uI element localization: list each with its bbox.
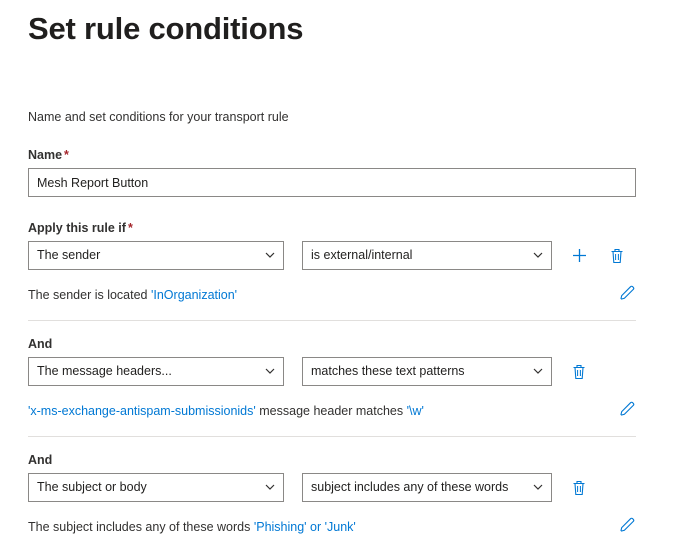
name-label-text: Name — [28, 148, 63, 162]
condition-1-description-value: 'InOrganization' — [151, 288, 238, 302]
pencil-icon[interactable] — [619, 400, 636, 422]
condition-3-right-select-value: subject includes any of these words — [311, 480, 509, 494]
condition-3-description-value: 'Phishing' or 'Junk' — [253, 520, 356, 534]
divider-1 — [28, 320, 636, 321]
chevron-down-icon — [265, 358, 275, 385]
apply-rule-label-text: Apply this rule if — [28, 221, 126, 235]
condition-2-left-select-value: The message headers... — [37, 364, 172, 378]
condition-2-description — [28, 404, 424, 418]
trash-icon[interactable] — [568, 361, 590, 383]
condition-1-left-select[interactable] — [28, 241, 284, 270]
condition-3-right-select[interactable] — [302, 473, 552, 502]
condition-row-1 — [28, 241, 660, 270]
condition-3-left-select-value: The subject or body — [37, 480, 147, 494]
condition-2-description-row — [28, 400, 660, 422]
condition-2-left-select[interactable] — [28, 357, 284, 386]
name-input[interactable] — [28, 168, 636, 197]
pencil-icon[interactable] — [619, 284, 636, 306]
condition-3-and-label: And — [28, 453, 53, 467]
condition-row-2 — [28, 357, 660, 386]
condition-3-left-select[interactable] — [28, 473, 284, 502]
trash-icon[interactable] — [568, 477, 590, 499]
chevron-down-icon — [533, 474, 543, 501]
condition-3-description-prefix: The subject includes any of these words — [28, 520, 251, 534]
condition-1-description — [28, 288, 237, 302]
condition-2-and-label: And — [28, 337, 53, 351]
page-title: Set rule conditions — [28, 11, 304, 46]
condition-2-description-value-2: '\w' — [406, 404, 424, 418]
name-field-label — [28, 148, 660, 162]
condition-1-right-select-value: is external/internal — [311, 248, 413, 262]
condition-3-description-row — [28, 516, 660, 538]
chevron-down-icon — [265, 242, 275, 269]
intro-text: Name and set conditions for your transport rule — [28, 110, 289, 124]
plus-icon[interactable] — [568, 245, 590, 267]
condition-row-3 — [28, 473, 660, 502]
apply-rule-required-marker: * — [127, 221, 133, 235]
name-required-marker: * — [64, 148, 69, 162]
condition-2-description-value: 'x-ms-exchange-antispam-submissionids' — [28, 404, 256, 418]
condition-1-description-row — [28, 284, 660, 306]
divider-2 — [28, 436, 636, 437]
condition-2-description-middle: message header matches — [259, 404, 404, 418]
condition-3-description — [28, 520, 356, 534]
condition-1-description-prefix: The sender is located — [28, 288, 148, 302]
apply-rule-label — [28, 221, 660, 235]
trash-icon[interactable] — [606, 245, 628, 267]
chevron-down-icon — [533, 242, 543, 269]
chevron-down-icon — [533, 358, 543, 385]
condition-1-left-select-value: The sender — [37, 248, 101, 262]
condition-2-right-select[interactable] — [302, 357, 552, 386]
chevron-down-icon — [265, 474, 275, 501]
condition-1-right-select[interactable] — [302, 241, 552, 270]
condition-2-right-select-value: matches these text patterns — [311, 364, 465, 378]
set-rule-conditions-page — [0, 8, 688, 555]
pencil-icon[interactable] — [619, 516, 636, 538]
